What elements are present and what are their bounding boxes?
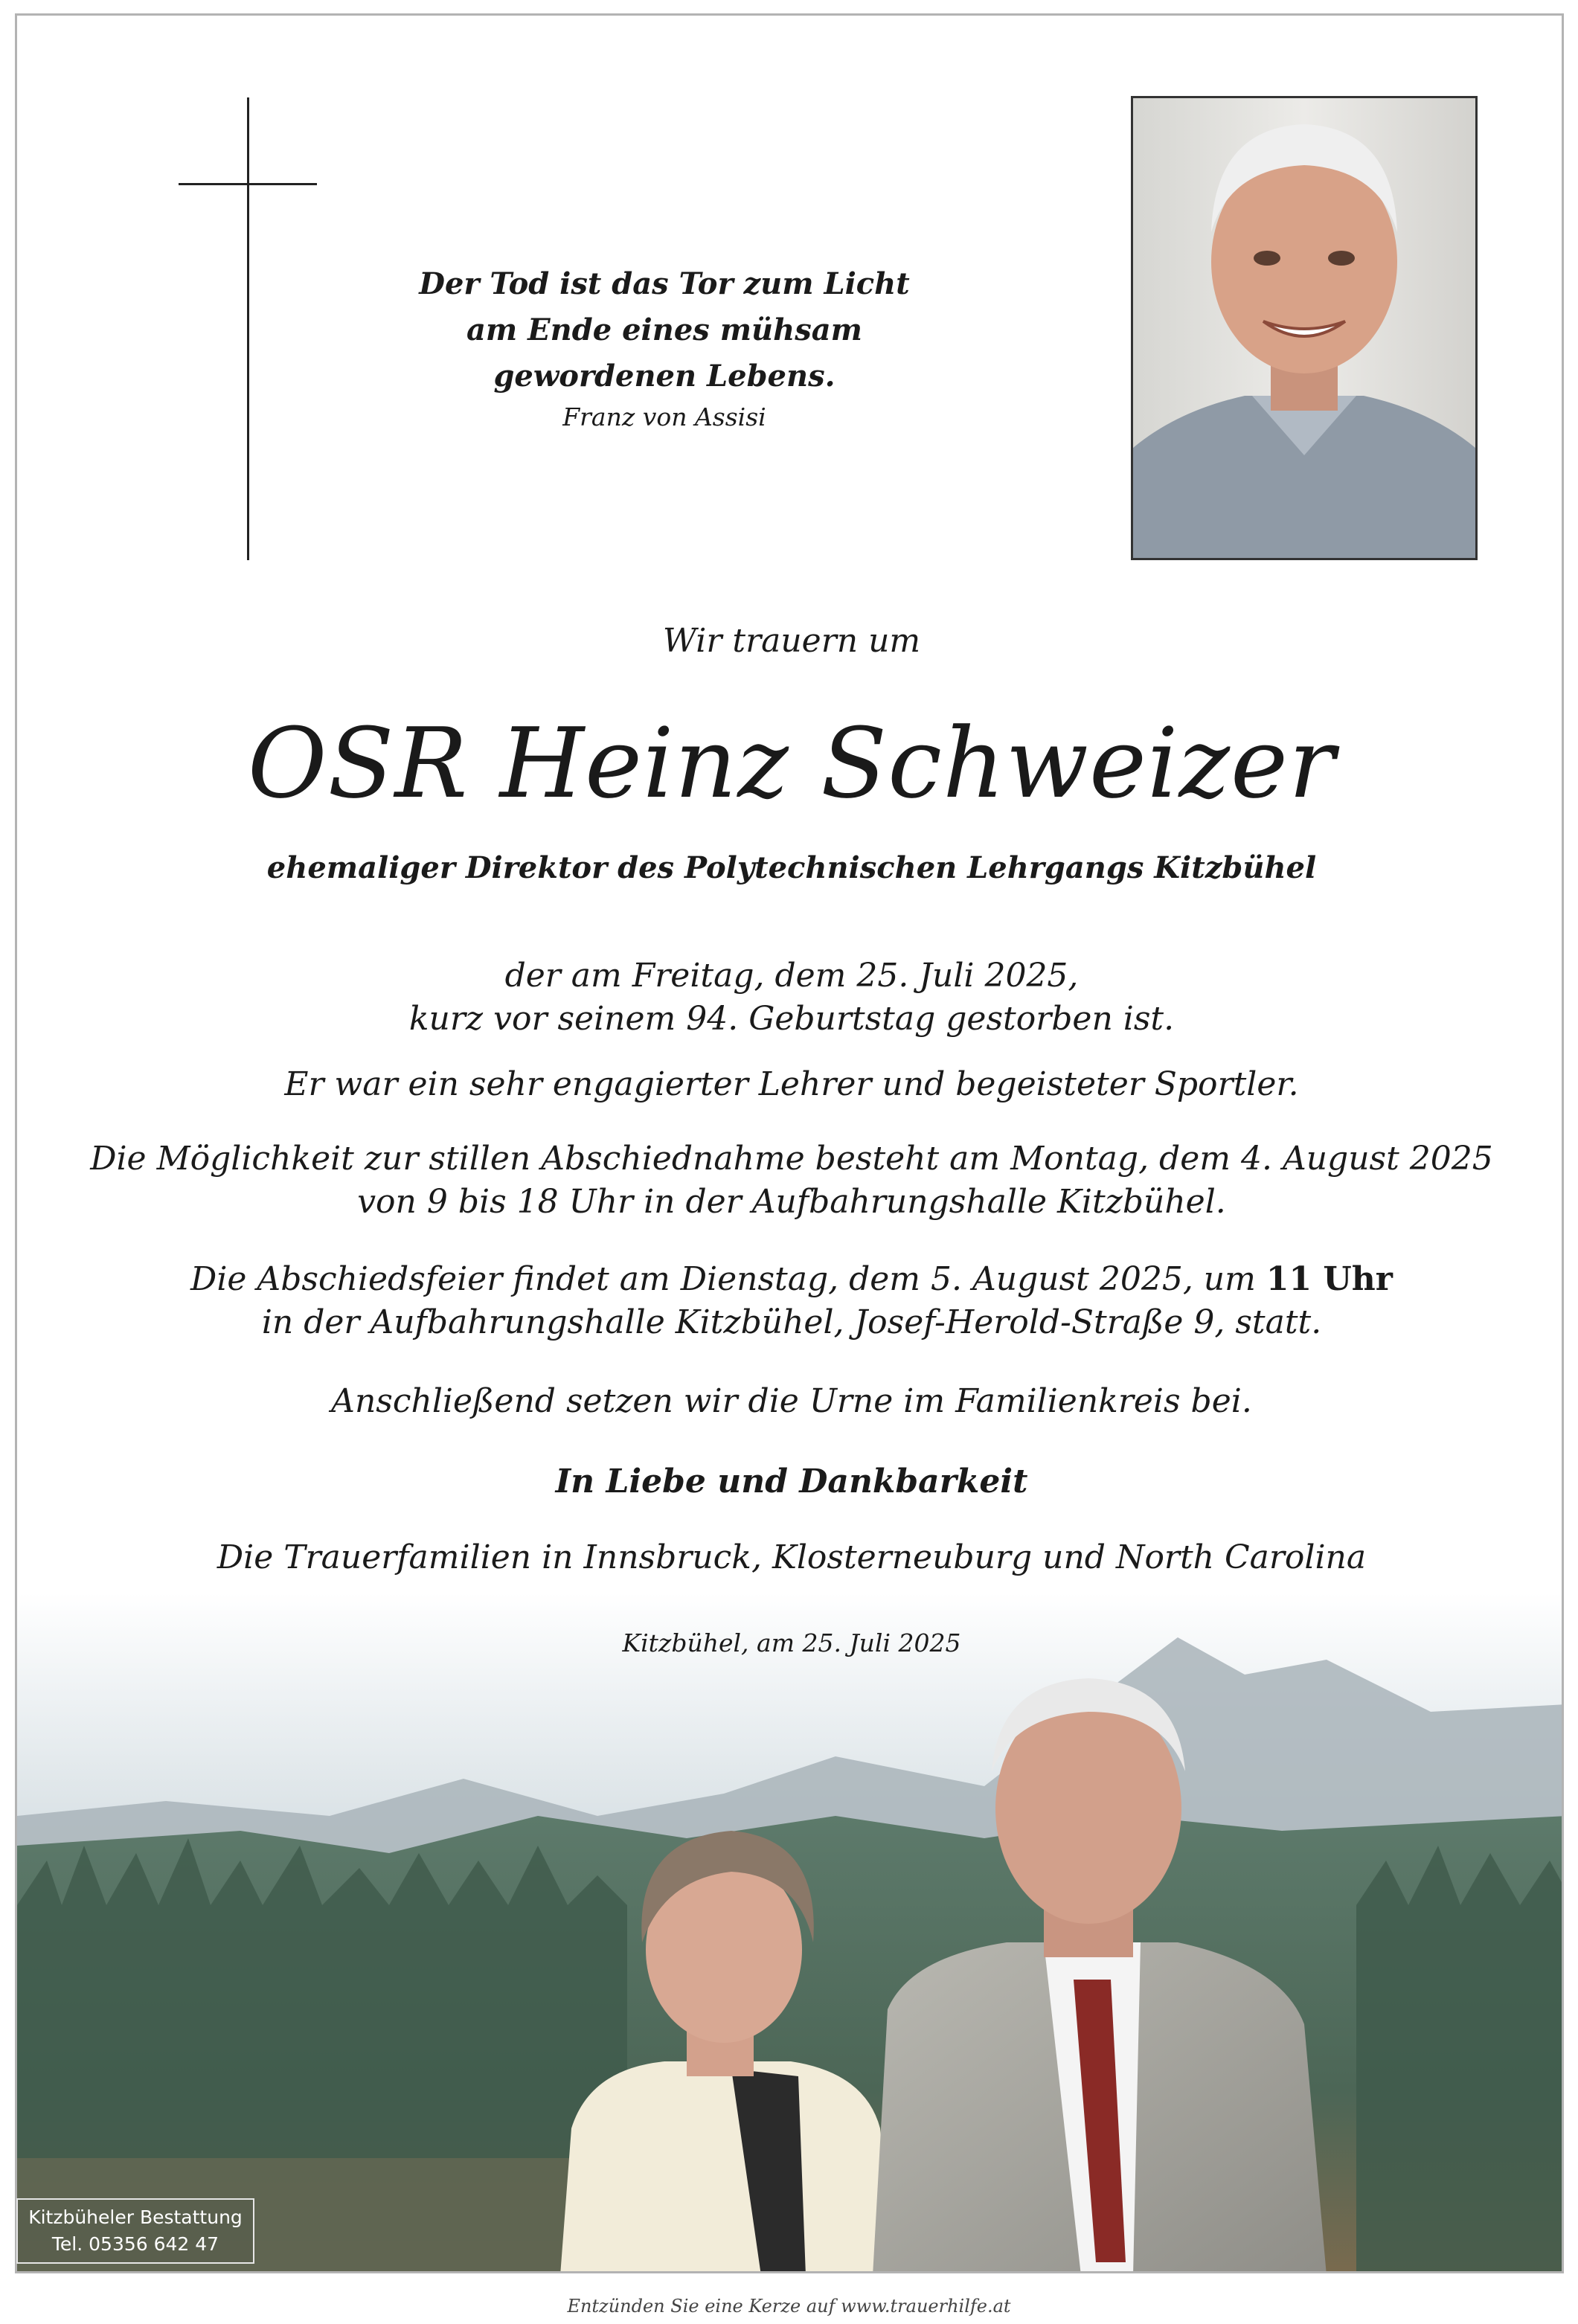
deceased-title: ehemaliger Direktor des Polytechnischen Lehrgangs Kitzbühel	[266, 850, 1317, 885]
portrait-photo	[1131, 96, 1478, 560]
death-line: der am Freitag, dem 25. Juli 2025,	[504, 957, 1079, 995]
families-line: Die Trauerfamilien in Innsbruck, Klosterneuburg und North Carolina	[217, 1538, 1367, 1576]
undertaker-badge	[16, 2198, 254, 2264]
viewing-info	[17, 1137, 1564, 1224]
ceremony-text: Die Abschiedsfeier findet am Dienstag, dem 5. August 2025, um	[190, 1260, 1266, 1298]
quote-block	[330, 261, 999, 435]
obituary-card	[15, 13, 1564, 2273]
ceremony-line	[17, 1258, 1564, 1301]
death-info	[17, 954, 1564, 1041]
quote-line: gewordenen Lebens.	[493, 359, 835, 394]
landscape-couple-photo	[17, 1593, 1564, 2273]
viewing-line: Die Möglichkeit zur stillen Abschiednahme besteht am Montag, dem 4. August 2025	[90, 1140, 1493, 1178]
quote-line: am Ende eines mühsam	[466, 312, 862, 347]
closing-line: In Liebe und Dankbarkeit	[555, 1463, 1028, 1500]
viewing-line: von 9 bis 18 Uhr in der Aufbahrungshalle Kitzbühel.	[357, 1183, 1226, 1221]
cross-icon-bar	[179, 183, 317, 185]
undertaker-phone: Tel. 05356 642 47	[51, 2233, 219, 2255]
tribute-line: Er war ein sehr engagierter Lehrer und begeisteter Sportler.	[284, 1065, 1299, 1103]
urn-line: Anschließend setzen wir die Urne im Familienkreis bei.	[331, 1382, 1252, 1420]
intro-line: Wir trauern um	[662, 622, 921, 660]
deceased-name: OSR Heinz Schweizer	[247, 707, 1336, 820]
place-date: Kitzbühel, am 25. Juli 2025	[622, 1628, 961, 1657]
cross-icon	[247, 97, 249, 560]
ceremony-line: in der Aufbahrungshalle Kitzbühel, Josef-Herold-Straße 9, statt.	[261, 1303, 1322, 1341]
undertaker-name: Kitzbüheler Bestattung	[28, 2206, 243, 2228]
ceremony-time: 11 Uhr	[1266, 1260, 1393, 1298]
death-line: kurz vor seinem 94. Geburtstag gestorben ist.	[408, 1000, 1175, 1038]
footer-link[interactable]: Entzünden Sie eine Kerze auf www.trauerhilfe.at	[567, 2296, 1011, 2317]
ceremony-info	[17, 1258, 1564, 1344]
quote-line: Der Tod ist das Tor zum Licht	[419, 266, 910, 301]
quote-author: Franz von Assisi	[562, 402, 766, 431]
